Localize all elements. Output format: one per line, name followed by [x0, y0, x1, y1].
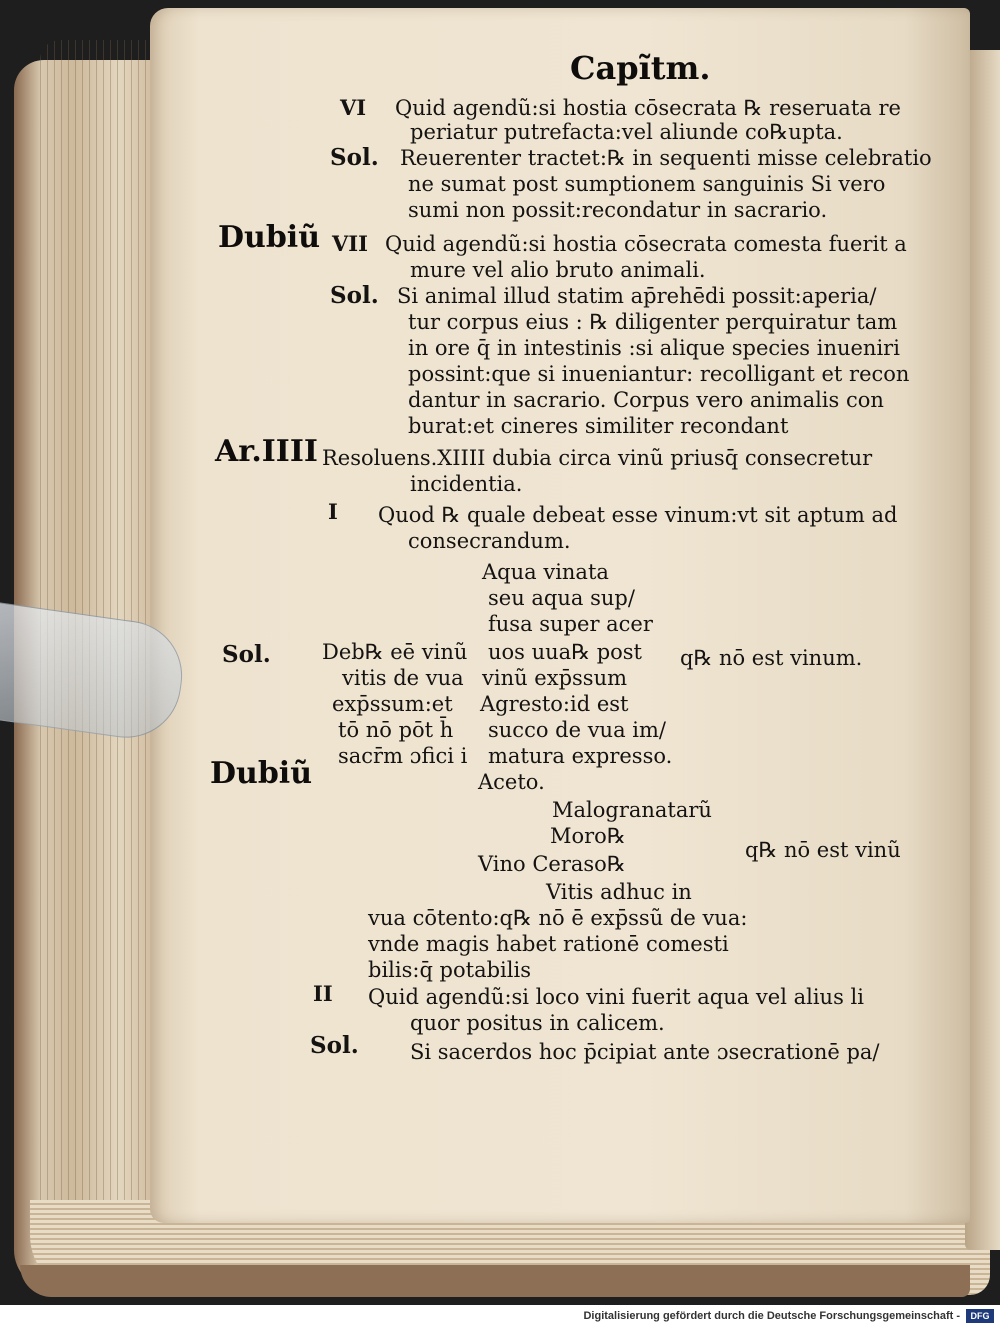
text-line: Si animal illud statim ap̄rehēdi possit:aperia/	[397, 284, 877, 308]
text-line: Si sacerdos hoc p̄cipiat ante ɔsecrationē pa/	[410, 1040, 880, 1064]
article-label: Ar.IIII	[215, 434, 318, 469]
table-cell: vinũ exp̄ssum	[482, 666, 628, 690]
solution-label: Sol.	[222, 641, 271, 668]
question-number: VI	[340, 95, 367, 120]
text-line: Quid agendũ:si hostia cōsecrata ℞ reseruata re	[395, 96, 901, 120]
table-cell: sacr̄m ɔfici i	[338, 744, 468, 768]
table-cell: Aceto.	[478, 770, 545, 794]
text-line: vua cōtento:q℞ nō ē exp̄ssũ de vua:	[368, 906, 748, 930]
dubium-label: Dubiũ	[218, 220, 321, 255]
text-line: Reuerenter tractet:℞ in sequenti misse celebratio	[400, 146, 932, 170]
solution-label: Sol.	[330, 282, 379, 309]
solution-label: Sol.	[330, 144, 379, 171]
solution-label: Sol.	[310, 1032, 359, 1059]
table-cell: exp̄ssum:et	[332, 692, 453, 716]
table-cell: Deb℞ eē vinũ	[322, 640, 468, 664]
book-cover	[20, 1265, 970, 1297]
table-cell: uos uua℞ post	[488, 640, 642, 664]
table-cell: q℞ nō est vinum.	[680, 646, 863, 670]
text-line: Resoluens.XIIII dubia circa vinũ priusq̄ consecretur	[322, 446, 873, 470]
text-line: burat:et cineres similiter recondant	[408, 414, 789, 438]
text-line: vnde magis habet rationē comesti	[368, 932, 729, 956]
table-cell: matura expresso.	[488, 744, 673, 768]
table-cell: Aqua vinata	[482, 560, 609, 584]
running-header: Capĩtm.	[570, 49, 711, 87]
text-line: quor positus in calicem.	[410, 1011, 665, 1035]
text-line: sumi non possit:recondatur in sacrario.	[408, 198, 828, 222]
footer-bar	[0, 1305, 1000, 1327]
question-number: I	[328, 499, 338, 524]
table-cell: seu aqua sup/	[488, 586, 635, 610]
text-line: consecrandum.	[408, 529, 571, 553]
text-line: Quid agendũ:si loco vini fuerit aqua vel alius li	[368, 985, 864, 1009]
table-cell: Moro℞	[550, 824, 626, 848]
question-number: VII	[332, 231, 368, 256]
table-cell: tō nō pōt h̄	[338, 718, 454, 742]
text-line: in ore q̄ in intestinis :si alique species inueniri	[408, 336, 900, 360]
dubium-label: Dubiũ	[210, 756, 313, 791]
table-cell: Vitis adhuc in	[546, 880, 692, 904]
table-cell: q℞ nō est vinũ	[745, 838, 901, 862]
text-line: possint:que si inueniantur: recolligant et recon	[408, 362, 910, 386]
text-line: Quod ℞ quale debeat esse vinum:vt sit aptum ad	[378, 503, 898, 527]
table-cell: succo de vua im/	[488, 718, 666, 742]
text-line: bilis:q̄ potabilis	[368, 958, 531, 982]
table-cell: vitis de vua	[342, 666, 464, 690]
table-cell: fusa super acer	[488, 612, 653, 636]
text-line: periatur putrefacta:vel aliunde co℞upta.	[410, 120, 843, 144]
text-line: ne sumat post sumptionem sanguinis Si vero	[408, 172, 886, 196]
text-line: dantur in sacrario. Corpus vero animalis con	[408, 388, 884, 412]
text-line: incidentia.	[410, 472, 523, 496]
table-cell: Agresto:id est	[480, 692, 629, 716]
text-line: tur corpus eius : ℞ diligenter perquiratur tam	[408, 310, 898, 334]
footer-credit: Digitalisierung gefördert durch die Deutsche Forschungsgemeinschaft -	[583, 1310, 960, 1322]
question-number: II	[313, 981, 333, 1006]
dfg-logo: DFG	[966, 1309, 994, 1323]
table-cell: Vino Ceraso℞	[478, 852, 626, 876]
text-line: mure vel alio bruto animali.	[410, 258, 706, 282]
table-cell: Malogranatarũ	[552, 798, 712, 822]
text-line: Quid agendũ:si hostia cōsecrata comesta fuerit a	[385, 232, 907, 256]
facing-page-edge	[965, 50, 1000, 1250]
